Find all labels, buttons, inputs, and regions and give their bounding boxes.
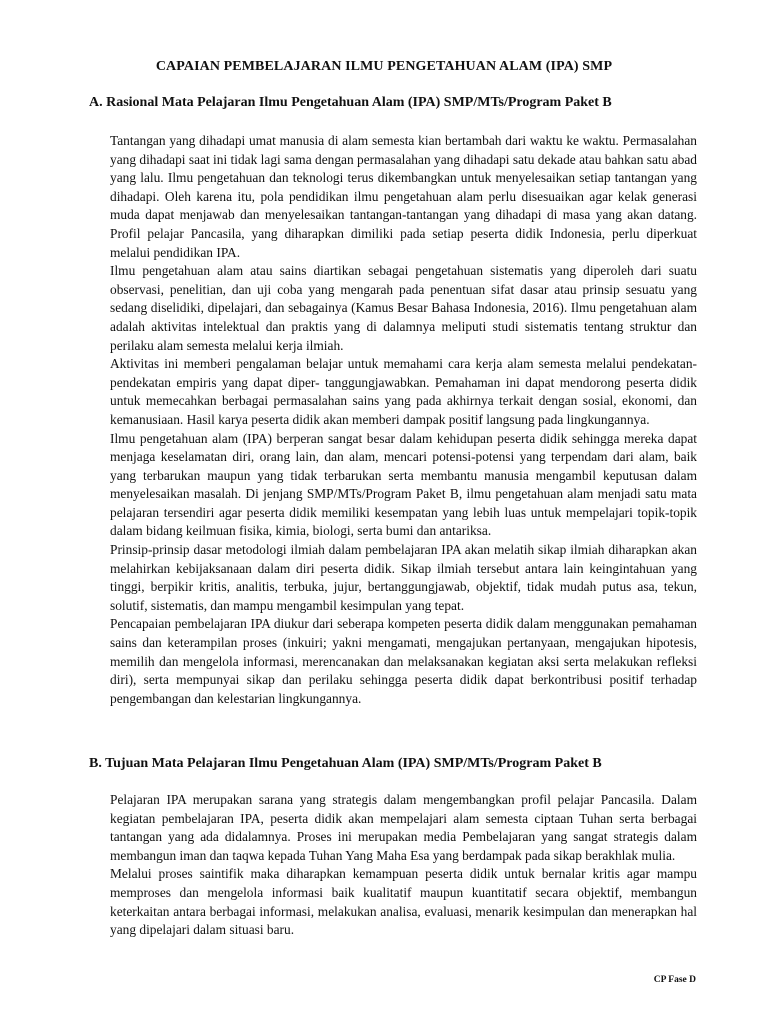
paragraph: Tantangan yang dihadapi umat manusia di alam semesta kian bertambah dari waktu ke waktu. Permasalahan yang dihadapi saat ini tidak lagi sama dengan permasalahan yang dihadapi satu dekade atau bahkan satu abad yang lalu. Ilmu pengetahuan dan teknologi terus dikembangkan untuk menyelesaikan setiap tantangan yang dihadapi. Oleh karena itu, pola pendidikan ilmu pengetahuan alam perlu disesuaikan agar kelak generasi muda dapat menjawab dan menyelesaikan tantangan-tantangan yang dihadapi di masa yang akan datang. Profil pelajar Pancasila, yang diharapkan dimiliki pada setiap peserta didik Indonesia, perlu diperkuat melalui pendidikan IPA. <box>110 133 697 260</box>
paragraph: Melalui proses saintifik maka diharapkan kemampuan peserta didik untuk bernalar kritis agar mampu memproses dan mengelola informasi baik kualitatif maupun kuantitatif secara objektif, membangun keterkaitan antara berbagai informasi, melakukan analisa, evaluasi, menarik kesimpulan dan menerapkan hal yang dipelajari dalam situasi baru. <box>110 866 697 938</box>
paragraph: Pelajaran IPA merupakan sarana yang strategis dalam mengembangkan profil pelajar Pancasila. Dalam kegiatan pembelajaran IPA, peserta didik akan mempelajari alam semesta ciptaan Tuhan serta berbagai tantangan yang ada didalamnya. Proses ini merupakan media Pembelajaran yang sangat strategis dalam membangun iman dan taqwa kepada Tuhan Yang Maha Esa yang berdampak pada sikap berakhlak mulia. <box>110 792 697 863</box>
paragraph: Ilmu pengetahuan alam (IPA) berperan sangat besar dalam kehidupan peserta didik sehingga mereka dapat menjaga keselamatan diri, orang lain, dan alam, mencari potensi-potensi yang terpendam dari alam, baik yang terbarukan maupun yang tidak terbarukan serta membantu manusia mengambil keputusan dalam menyelesaikan masalah. Di jenjang SMP/MTs/Program Paket B, ilmu pengetahuan alam menjadi satu mata pelajaran tersendiri agar peserta didik memiliki kesempatan yang lebih luas untuk mempelajari topik-topik dalam bidang keilmuan fisika, kimia, biologi, serta bumi dan antariksa. <box>110 430 697 539</box>
page-footer: CP Fase D <box>653 975 696 985</box>
paragraph: Ilmu pengetahuan alam atau sains diartikan sebagai pengetahuan sistematis yang diperoleh dari suatu observasi, penelitian, dan uji coba yang mengarah pada penentuan sifat dasar atau prinsip sesuatu yang sedang diselidiki, dipelajari, dan sebagainya (Kamus Besar Bahasa Indonesia, 2016). Ilmu pengetahuan alam adalah aktivitas intelektual dan praktis yang di dalamnya meliputi studi sistematis tentang struktur dan perilaku alam semesta melalui kerja ilmiah. <box>110 263 697 353</box>
section-b-heading: B. Tujuan Mata Pelajaran Ilmu Pengetahuan Alam (IPA) SMP/MTs/Program Paket B <box>89 756 602 771</box>
paragraph: Aktivitas ini memberi pengalaman belajar untuk memahami cara kerja alam semesta melalui pendekatan-pendekatan empiris yang dapat diper- tanggungjawabkan. Pemahaman ini dapat mendorong peserta didik untuk memecahkan berbagai permasalahan sains yang pada akhirnya terkait dengan sosial, ekonomi, dan kemanusiaan. Hasil karya peserta didik akan memberi dampak positif langsung pada lingkungannya. <box>110 356 697 427</box>
document-title: CAPAIAN PEMBELAJARAN ILMU PENGETAHUAN ALAM (IPA) SMP <box>155 59 613 74</box>
paragraph: Pencapaian pembelajaran IPA diukur dari seberapa kompeten peserta didik dalam menggunakan pemahaman sains dan keterampilan proses (inkuiri; yakni mengamati, mengajukan pertanyaan, mengajukan hipotesis, memilih dan mengelola informasi, merencanakan dan melaksanakan kegiatan aksi serta melakukan refleksi diri), serta mempunyai sikap dan perilaku sehingga peserta didik dapat berkontribusi positif terhadap pengembangan dan kelestarian lingkungannya. <box>110 616 697 706</box>
section-b-body <box>110 791 697 940</box>
section-a-heading: A. Rasional Mata Pelajaran Ilmu Pengetahuan Alam (IPA) SMP/MTs/Program Paket B <box>89 95 612 110</box>
section-a-body <box>110 132 697 708</box>
paragraph: Prinsip-prinsip dasar metodologi ilmiah dalam pembelajaran IPA akan melatih sikap ilmiah diharapkan akan melahirkan kebijaksanaan dalam diri peserta didik. Sikap ilmiah tersebut antara lain keingintahuan yang tinggi, berpikir kritis, analitis, terbuka, jujur, bertanggungjawab, objektif, tidak mudah putus asa, tekun, solutif, sistematis, dan mampu mengambil kesimpulan yang tepat. <box>110 542 697 613</box>
